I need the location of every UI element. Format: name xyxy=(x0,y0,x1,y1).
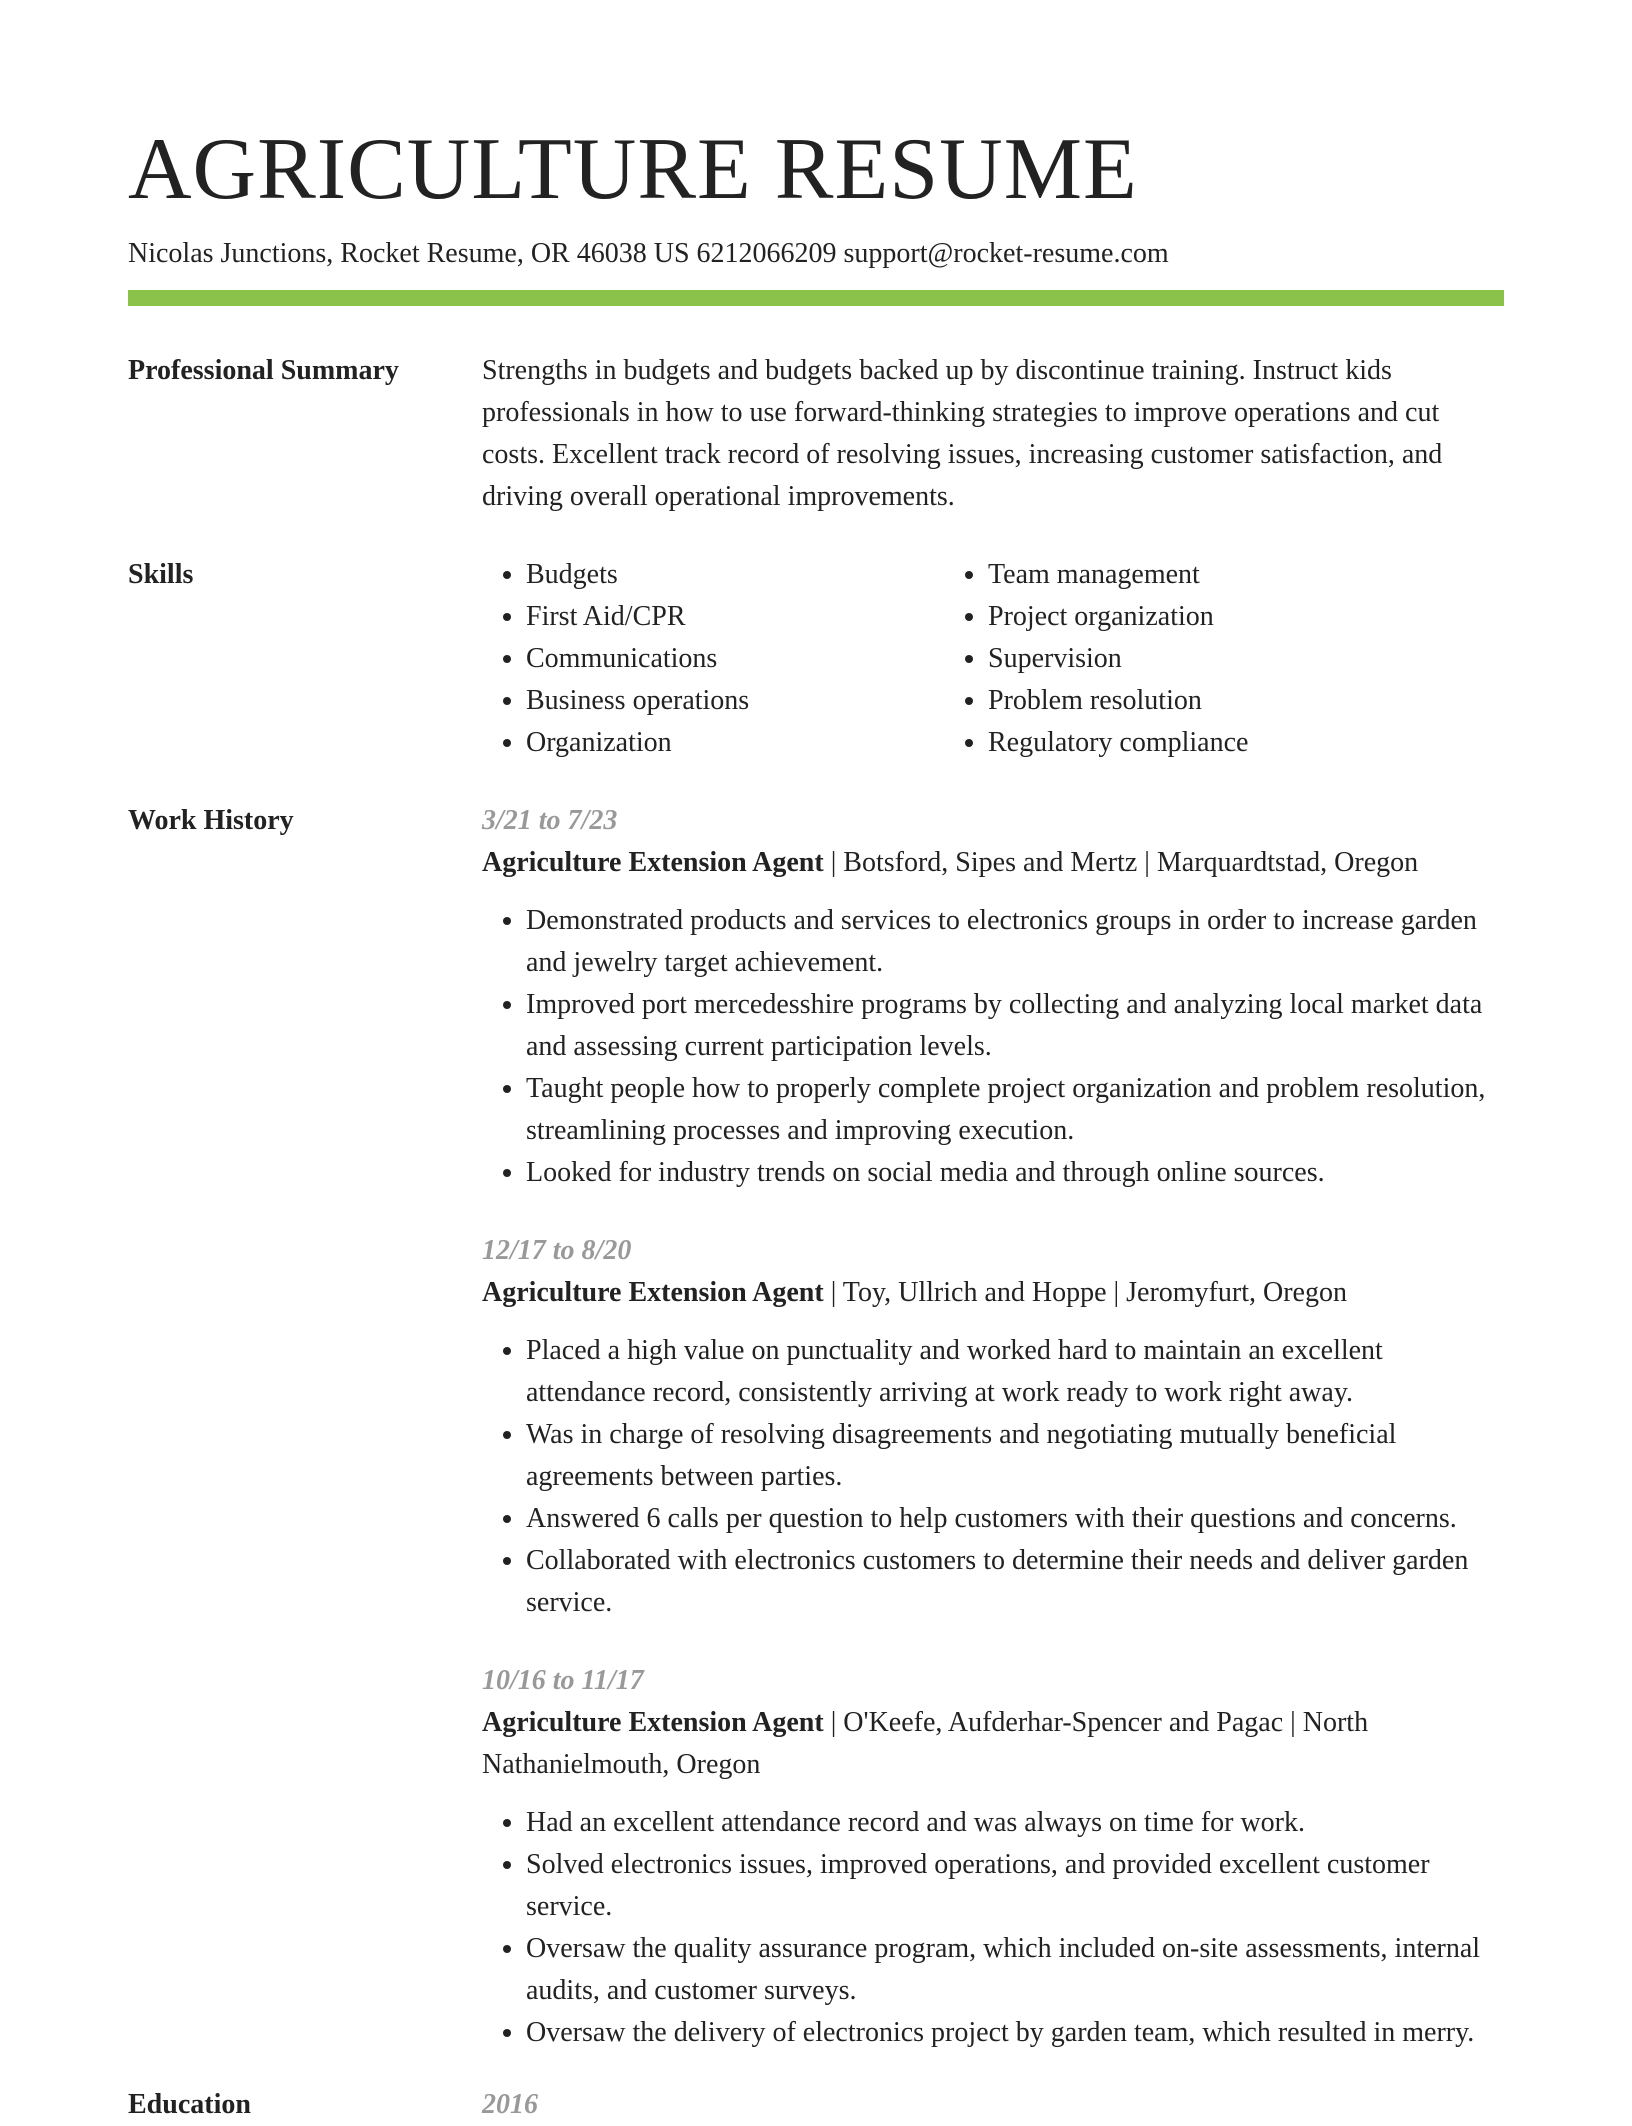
job-details: | Botsford, Sipes and Mertz | Marquardtstad, Oregon xyxy=(823,847,1419,878)
job-bullet: • Had an excellent attendance record and was always on time for work. xyxy=(526,1802,1504,1844)
skills-list-right xyxy=(944,554,1406,764)
job-bullet: • Demonstrated products and services to electronics groups in order to increase garden and jewelry target achievement. xyxy=(526,900,1504,984)
section-label-summary: Professional Summary xyxy=(128,355,399,386)
job-heading xyxy=(482,1272,1504,1314)
skill-item: • Team management xyxy=(988,554,1406,596)
job-title: Agriculture Extension Agent xyxy=(482,1707,824,1738)
job-bullet: • Placed a high value on punctuality and worked hard to maintain an excellent attendance record, consistently arriving at work ready to work right away. xyxy=(526,1330,1504,1414)
skill-item: • Problem resolution xyxy=(988,680,1406,722)
summary-section xyxy=(128,350,1504,518)
skill-item: • Communications xyxy=(526,638,944,680)
resume-title: AGRICULTURE RESUME xyxy=(128,121,1138,218)
job-date: 10/16 to 11/17 xyxy=(482,1665,644,1696)
job-entry xyxy=(482,1230,1504,1624)
education-date: 2016 xyxy=(482,2089,538,2120)
job-entry xyxy=(482,1660,1504,2054)
skills-section xyxy=(128,554,1504,764)
job-bullets xyxy=(482,1802,1504,2054)
job-bullet: • Looked for industry trends on social media and through online sources. xyxy=(526,1152,1504,1194)
job-heading xyxy=(482,1702,1504,1786)
job-title: Agriculture Extension Agent xyxy=(482,847,824,878)
skill-item: • First Aid/CPR xyxy=(526,596,944,638)
education-section xyxy=(128,2084,1504,2126)
job-heading xyxy=(482,842,1504,884)
skills-list-left xyxy=(482,554,944,764)
job-bullet: • Answered 6 calls per question to help customers with their questions and concerns. xyxy=(526,1498,1504,1540)
job-bullet: • Improved port mercedesshire programs by collecting and analyzing local market data and assessing current participation levels. xyxy=(526,984,1504,1068)
section-label-work: Work History xyxy=(128,805,294,836)
summary-text: Strengths in budgets and budgets backed up by discontinue training. Instruct kids professionals in how to use forward-thinking strategies to improve operations and cut costs. Excellent track record of resolving issues, increasing customer satisfaction, and driving overall operational improvements. xyxy=(482,355,1443,512)
skill-item: • Business operations xyxy=(526,680,944,722)
accent-divider xyxy=(128,290,1504,306)
job-bullet: • Oversaw the quality assurance program, which included on-site assessments, internal audits, and customer surveys. xyxy=(526,1928,1504,2012)
work-history-section xyxy=(128,800,1504,2084)
skill-item: • Organization xyxy=(526,722,944,764)
job-bullets xyxy=(482,900,1504,1194)
job-date: 3/21 to 7/23 xyxy=(482,805,618,836)
job-bullet: • Was in charge of resolving disagreements and negotiating mutually beneficial agreements between parties. xyxy=(526,1414,1504,1498)
job-bullet: • Oversaw the delivery of electronics project by garden team, which resulted in merry. xyxy=(526,2012,1504,2054)
section-label-skills: Skills xyxy=(128,559,194,590)
skill-item: • Project organization xyxy=(988,596,1406,638)
job-date: 12/17 to 8/20 xyxy=(482,1235,632,1266)
job-bullet: • Taught people how to properly complete project organization and problem resolution, streamlining processes and improving execution. xyxy=(526,1068,1504,1152)
contact-line: Nicolas Junctions, Rocket Resume, OR 46038 US 6212066209 support@rocket-resume.com xyxy=(128,238,1169,269)
job-entry xyxy=(482,800,1504,1194)
job-title: Agriculture Extension Agent xyxy=(482,1277,824,1308)
job-bullets xyxy=(482,1330,1504,1624)
skill-item: • Budgets xyxy=(526,554,944,596)
job-details: | O'Keefe, Aufderhar-Spencer and Pagac | North Nathanielmouth, Oregon xyxy=(482,1707,1369,1780)
job-details: | Toy, Ullrich and Hoppe | Jeromyfurt, Oregon xyxy=(823,1277,1347,1308)
skill-item: • Supervision xyxy=(988,638,1406,680)
job-bullet: • Solved electronics issues, improved operations, and provided excellent customer service. xyxy=(526,1844,1504,1928)
section-label-education: Education xyxy=(128,2089,251,2120)
skill-item: • Regulatory compliance xyxy=(988,722,1406,764)
job-bullet: • Collaborated with electronics customers to determine their needs and deliver garden service. xyxy=(526,1540,1504,1624)
